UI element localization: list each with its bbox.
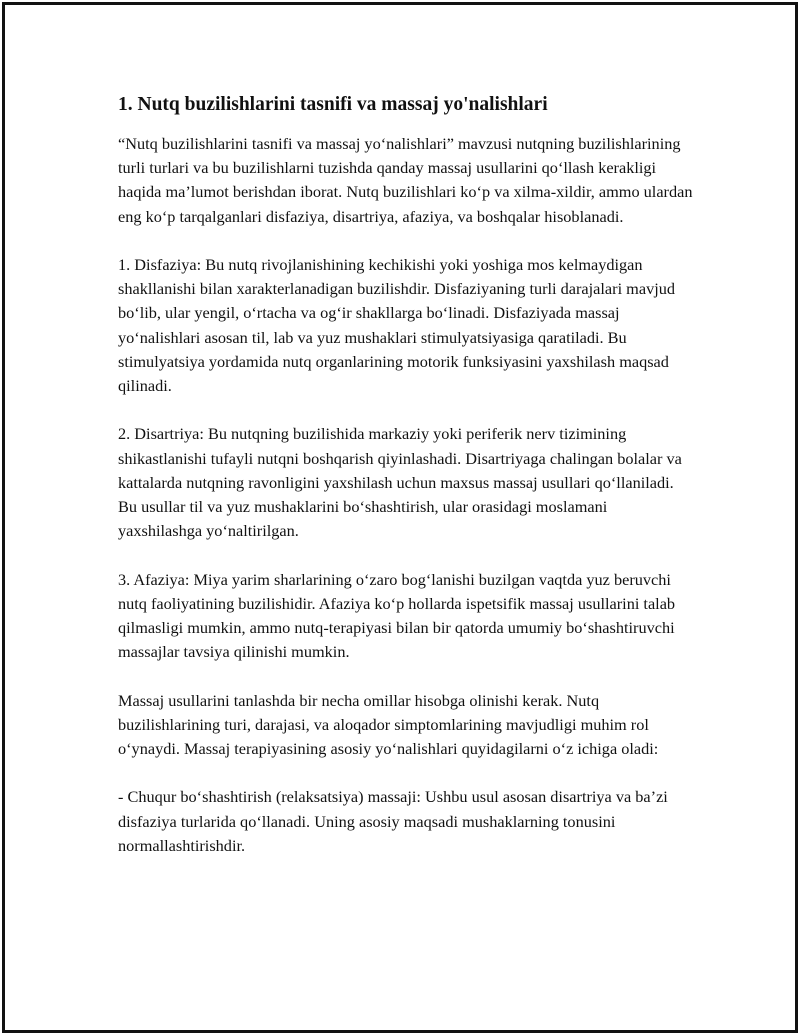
afaziya-paragraph: 3. Afaziya: Miya yarim sharlarining o‘zaro bog‘lanishi buzilgan vaqtda yuz beruvchi nutq faoliyatining buzilishidir. Afaziya ko‘p hollarda ispetsifik massaj usullarini talab qilmasligi mumkin, ammo nutq-terapiyasi bilan bir qatorda umumiy bo‘shashtiruvchi massajlar tavsiya qilinishi mumkin. [118, 569, 676, 662]
massage-selection-paragraph: Massaj usullarini tanlashda bir necha omillar hisobga olinishi kerak. Nutq buzilishlarining turi, darajasi, va aloqador simptomlarining mavjudligi muhim rol o‘ynaydi. Massaj terapiyasining asosiy yo‘nalishlari quyidagilarni o‘z ichiga oladi: [118, 690, 659, 759]
intro-paragraph: “Nutq buzilishlarini tasnifi va massaj yo‘nalishlari” mavzusi nutqning buzilishlarining turli turlari va bu buzilishlarni tuzishda qanday massaj usullarini qo‘llash kerakligi haqida ma’lumot berishdan iborat. Nutq buzilishlari ko‘p va xilma-xildir, ammo ulardan eng ko‘p tarqalganlari disfaziya, disartriya, afaziya, va boshqalar hisoblanadi. [118, 134, 693, 226]
document-body [118, 92, 693, 882]
relaxation-massage-paragraph: - Chuqur bo‘shashtirish (relaksatsiya) massaji: Ushbu usul asosan disartriya va ba’zi disfaziya turlarida qo‘llanadi. Uning asosiy maqsadi mushaklarning tonusini normallashtirishdir. [118, 787, 668, 855]
document-title: 1. Nutq buzilishlarini tasnifi va massaj yo'nalishlari [118, 94, 548, 115]
disartriya-paragraph: 2. Disartriya: Bu nutqning buzilishida markaziy yoki periferik nerv tizimining shikastlanishi tufayli nutqni boshqarish qiyinlashadi. Disartriyaga chalingan bolalar va kattalarda nutqning ravonligini yaxshilash uchun maxsus massaj usullari qo‘llaniladi. Bu usullar til va yuz mushaklarini bo‘shashtirish, ular orasidagi moslamani yaxshilashga yo‘naltirilgan. [118, 424, 682, 541]
disfaziya-paragraph: 1. Disfaziya: Bu nutq rivojlanishining kechikishi yoki yoshiga mos kelmaydigan shakllanishi bilan xarakterlanadigan buzilishdir. Disfaziyaning turli darajalari mavjud bo‘lib, ular yengil, o‘rtacha va og‘ir shakllarga bo‘linadi. Disfaziyada massaj yo‘nalishlari asosan til, lab va yuz mushaklari stimulyatsiyasiga qaratiladi. Bu stimulyatsiya yordamida nutq organlarining motorik funksiyasini yaxshilash maqsad qilinadi. [118, 255, 676, 396]
